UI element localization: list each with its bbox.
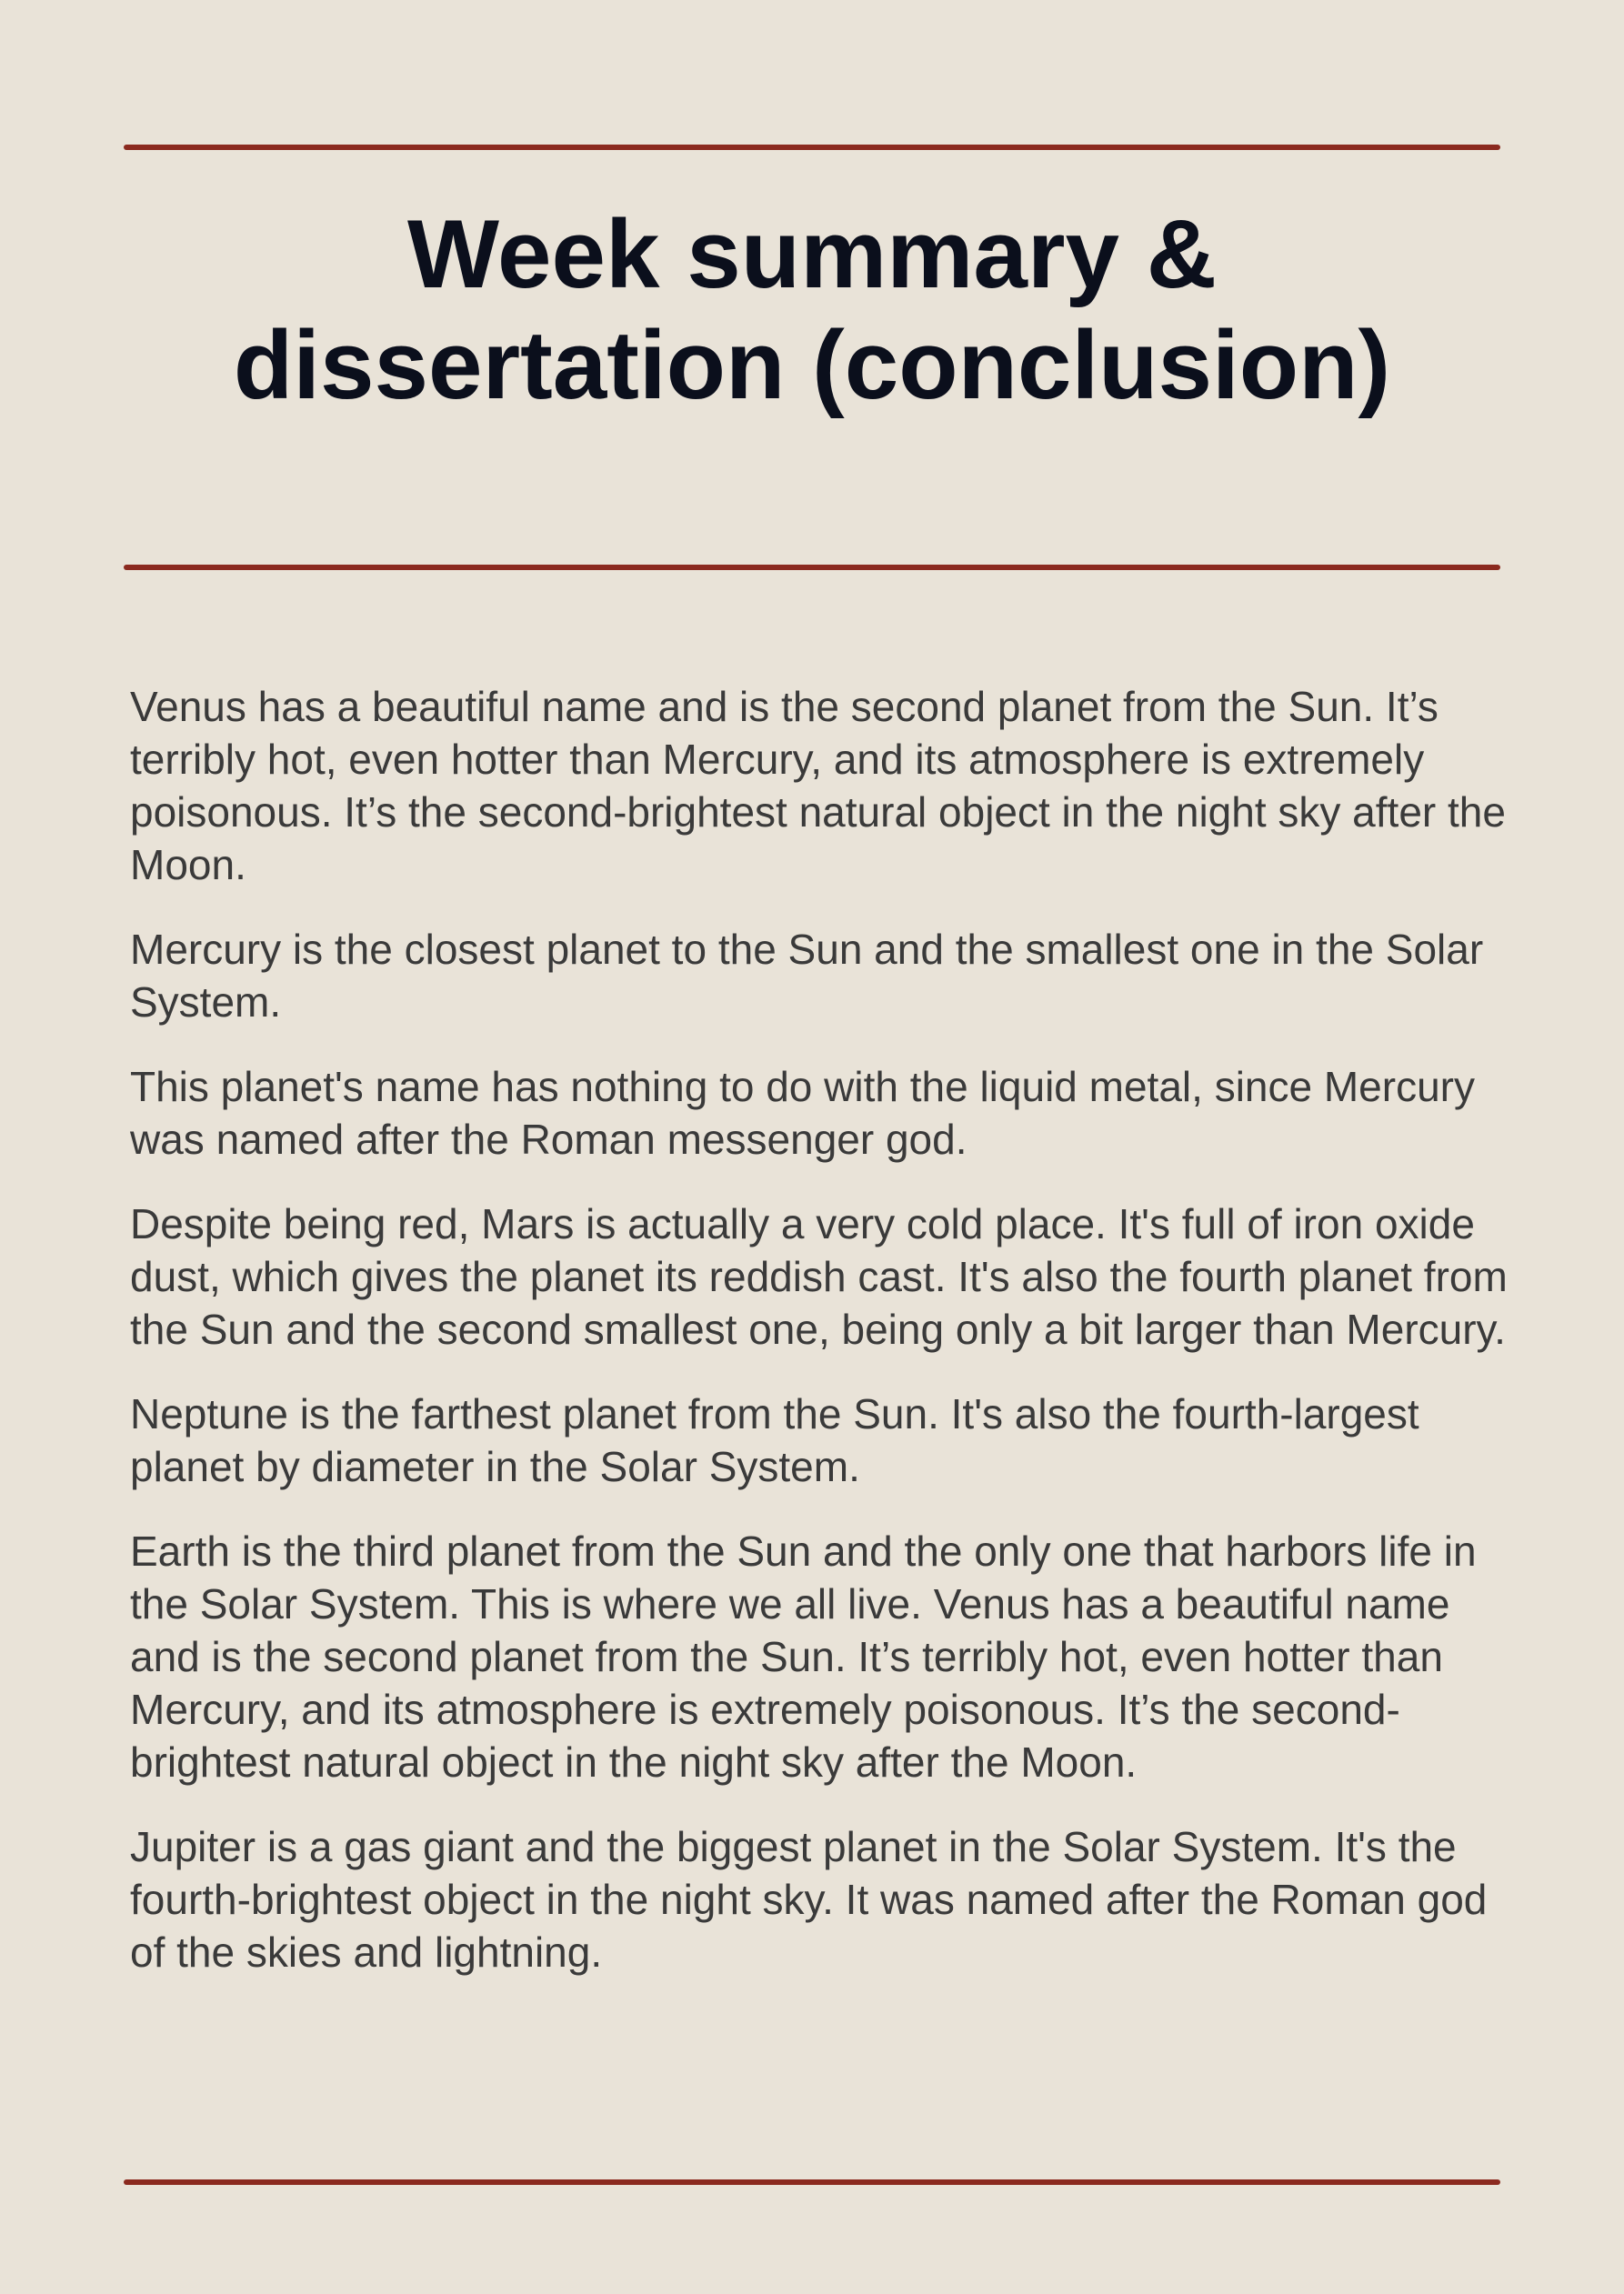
- paragraph-mars: Despite being red, Mars is actually a very cold place. It's full of iron oxide dust, which gives the planet its reddish cast. It's also the fourth planet from the Sun and the second smallest one, being only a bit larger than Mercury.: [130, 1200, 1508, 1353]
- paragraph-mercury-name: This planet's name has nothing to do with the liquid metal, since Mercury was named after the Roman messenger god.: [130, 1063, 1475, 1163]
- paragraph-neptune: Neptune is the farthest planet from the Sun. It's also the fourth-largest planet by diameter in the Solar System.: [130, 1390, 1419, 1490]
- page-title: Week summary & dissertation (conclusion): [233, 199, 1391, 419]
- body-text: [130, 680, 1512, 2010]
- paragraph-earth: Earth is the third planet from the Sun and the only one that harbors life in the Solar System. This is where we all live. Venus has a beautiful name and is the second planet from the Sun. It’s terribly hot, even hotter than Mercury, and its atmosphere is extremely poisonous. It’s the second-brightest natural object in the night sky after the Moon.: [130, 1528, 1477, 1786]
- bottom-divider: [124, 2179, 1500, 2185]
- paragraph-jupiter: Jupiter is a gas giant and the biggest planet in the Solar System. It's the fourth-brightest object in the night sky. It was named after the Roman god of the skies and lightning.: [130, 1823, 1488, 1976]
- title-divider: [124, 565, 1500, 570]
- paragraph-venus: Venus has a beautiful name and is the second planet from the Sun. It’s terribly hot, even hotter than Mercury, and its atmosphere is extremely poisonous. It’s the second-brightest natural object in the night sky after the Moon.: [130, 683, 1506, 888]
- top-divider: [124, 145, 1500, 150]
- paragraph-mercury: Mercury is the closest planet to the Sun and the smallest one in the Solar System.: [130, 926, 1484, 1026]
